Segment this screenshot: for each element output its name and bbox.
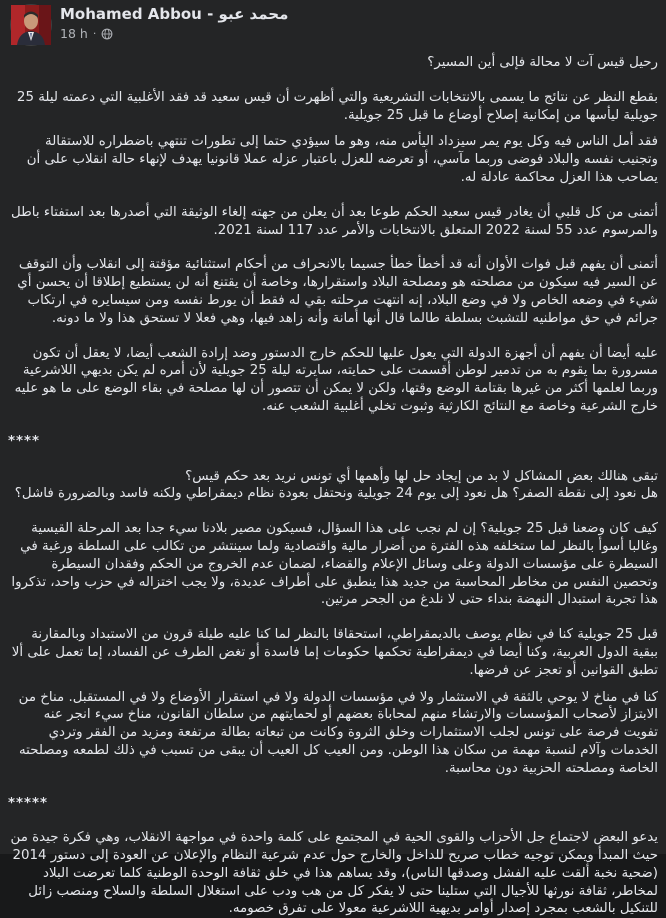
- post-header: [0, 0, 666, 50]
- post-time[interactable]: 18 h: [60, 26, 88, 41]
- post-paragraph-title: رحيل قيس آت لا محالة فإلى أين المسير؟: [427, 55, 658, 70]
- post-paragraph: بقطع النظر عن نتائج ما يسمى بالانتخابات التشريعية والتي أظهرت أن قيس سعيد قد فقد الأغلبية التي دعمته ليلة 25 جويلية ليأسها من إمكانية إصلاح أوضاع ما قبل 25 جويلية.: [16, 89, 658, 123]
- post-paragraph: أتمنى من كل قلبي أن يغادر قيس سعيد الحكم طوعا بعد أن يعلن من جهته إلغاء الوثيقة التي أصدرها بعد استفتاء باطل والمرسوم عدد 55 لسنة 2022 المتعلق بالانتخابات والأمر عدد 117 لسنة 2021.: [10, 204, 658, 238]
- section-separator: *****: [8, 795, 49, 811]
- section-separator: ****: [8, 433, 41, 449]
- post-paragraph: أتمنى أن يفهم قبل فوات الأوان أنه قد أخطأ خطأ جسيما بالانحراف من أحكام استثنائية مؤقتة إلى انقلاب وأن التوقف عن السير فيه سيكون من مصلحته هو ومصلحة البلاد واستقرارها، وخاصة أن يقتنع أنه لن يستطيع إطلاقا أن يحسن أي شيء في وضعه الخاص ولا في وضع البلاد، إنه انتهت مرحلته بقي له فقط أن يورط نفسه ومن سيسايره في ارتكاب جرائم في حق مواطنيه للتشبث بسلطة طالما قال أنها أمانة وأنه زاهد فيها، وهي فعلا لا تستحق هذا ولا ما دونه.: [17, 257, 658, 326]
- post-paragraph: كيف كان وضعنا قبل 25 جويلية؟ إن لم نجب على هذا السؤال، فسيكون مصير بلادنا سيء جدا بعد المرحلة القيسية وغالبا أسوأ بالنظر لما ستخلفه هذه الفترة من أضرار مالية واقتصادية ولما سينتشر من تكالب على السلطة ورغبة في السيطرة على مؤسسات الدولة وعلى وسائل الإعلام والقضاء، لضمان عدم الخروج من الحكم وفقدان السيطرة وتحصين النفس من مخاطر المحاسبة من جديد هذا ينطبق على أطراف عديدة، ولا يجب اختزاله في حزب واحد، تذكروا هذا تجربة استبدال النهضة بنداء حتى لا نلدغ من الجحر مرتين.: [11, 521, 658, 608]
- author-name[interactable]: Mohamed Abbou - محمد عبو: [60, 5, 289, 23]
- post-paragraph: كنا في مناخ لا يوحي بالثقة في الاستثمار ولا في مؤسسات الدولة ولا في استقرار الأوضاع ولا في المستقبل. مناخ من الابتزاز لأصحاب المؤسسات والارتشاء منهم لمحاباة بعضهم أو لحمايتهم من سلطان القانون، مناخ سيء انجر عنه تفويت فرصة على تونس لجلب الاستثمارات وخلق الثروة وكانت من تبعاته بطالة مرتفعة ومزيد من الفقر وتردي الخدمات وآلام لنسبة مهمة من سكان هذا الوطن. ومن العيب كل العيب أن يبقى من تسبب في ذلك لطمعه ومصلحته الخاصة ومصلحته الحزبية دون محاسبة.: [18, 689, 658, 776]
- post-paragraph: يدعو البعض لاجتماع جل الأحزاب والقوى الحية في المجتمع على كلمة واحدة في مواجهة الانقلاب، وهي فكرة جيدة من حيث المبدأ ويمكن توجيه خطاب صريح للداخل والخارج حول عدم شرعية النظام والإعلان عن العودة إلى دستور 2014 (ضحية نخبة ألقت عليه الفشل وصدقها الناس)، وقد يساهم هذا في خلق ثقافة الوحدة الوطنية كلما تعرضت البلاد لمخاطر، ثقافة نورثها للأجيال التي ستلينا حتى لا يفكر كل من هب ودب على استغلال السلطة والسلاح ومنصب زائل للتنكيل بالشعب بمجرد إصدار أوامر بديهية اللاشرعية معولا على تفرق خصومه.: [10, 830, 658, 917]
- post-paragraph: عليه أيضا أن يفهم أن أجهزة الدولة التي يعول عليها للحكم خارج الدستور وضد إرادة الشعب أيضا، لا يعقل أن تكون مسرورة بما يقوم به من تدمير لوطن أقسمت على حمايته، سايرته ليلة 25 جويلية لأن أمره لم يكن بديهي اللاشرعية وربما لعلمها أكثر من غيرها بقتامة الوضع وقتها، ولكن لا يمكن أن تتصور أن لها مصلحة في بقاء الوضع على ما هو عليه خارج الشرعية وخاصة مع النتائج الكارثية وثبوت تخلي أغلبية الشعب عنه.: [14, 345, 658, 414]
- post-body: [8, 54, 658, 918]
- globe-icon[interactable]: [101, 28, 113, 40]
- post-paragraph: فقد أمل الناس فيه وكل يوم يمر سيزداد اليأس منه، وهو ما سيؤدي حتما إلى تطورات تنتهي باضطراره للاستقالة وتجنيب نفسه والبلاد فوضى وربما مآسي، أو تعرضه للعزل باعتبار عزله عملا قانونيا يهدف لإنهاء حالة انقلاب على أن يصاحب هذا العزل محاكمة عادلة له.: [26, 134, 658, 185]
- avatar[interactable]: [10, 4, 52, 46]
- post-paragraph: تبقى هنالك بعض المشاكل لا بد من إيجاد حل لها وأهمها أي تونس نريد بعد حكم قيس؟ هل نعود إلى نقطة الصفر؟ هل نعود إلى يوم 24 جويلية ونحتفل بعودة نظام ديمقراطي ولكنه فاسد وبالضرورة فاشل؟: [14, 468, 658, 502]
- meta-separator: ·: [92, 27, 97, 40]
- post-meta: [60, 26, 113, 41]
- post-paragraph: قبل 25 جويلية كنا في نظام يوصف بالديمقراطي، استحقاقا بالنظر لما كنا عليه طيلة قرون من الاستبداد وبالمقارنة ببقية الدول العربية، وكنا أيضا في ديمقراطية تحكمها حكومات إما فاسدة أو تغض الطرف عن الفساد، إما تعمل على ألا تطبق القوانين أو تعجز عن فرضها.: [11, 627, 658, 678]
